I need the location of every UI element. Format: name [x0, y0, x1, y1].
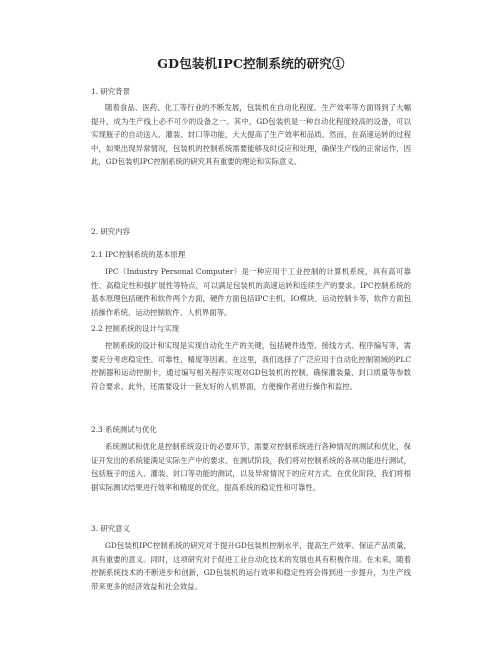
section-heading-content: 2. 研究内容: [91, 227, 130, 236]
section-heading-design: 2.2 控制系统的设计与实现: [91, 324, 180, 333]
section-heading-significance: 3. 研究意义: [91, 524, 130, 533]
paragraph-significance: GD包装机IPC控制系统的研究对于提升GD包装机控制水平，提高生产效率、保证产品质量，具有重要的意义。同时，这项研究对于促进工业自动化技术的发展也具有积极作用。在未来，随着控制系统技术的不断进步和创新，GD包装机的运行效率和稳定性将会得到进一步提升，为生产线带来更多的经济效益和社会效益。: [91, 541, 411, 591]
paragraph-testing: 系统测试和优化是控制系统设计的必要环节，需要对控制系统进行各种情况的测试和优化，保证开发出的系统能满足实际生产中的要求。在测试阶段，我们将对控制系统的各项功能进行测试，包括瓶子的送入、灌装、封口等功能的测试，以及异常情况下的应对方式。在优化阶段，我们将根据实际测试结果进行效率和精度的优化，提高系统的稳定性和可靠性。: [91, 442, 411, 492]
section-heading-testing: 2.3 系统测试与优化: [91, 425, 157, 434]
paragraph-ipc-principle: IPC（Industry Personal Computer）是一种应用于工业控制的计算机系统，具有高可靠性、高稳定性和强扩展性等特点，可以满足包装机的高速运转和连续生产的要求。IPC控制系统的基本原理包括硬件和软件两个方面，硬件方面包括IPC主机、IO模块、运动控制卡等，软件方面包括操作系统、运动控制软件、人机界面等。: [91, 267, 411, 317]
paragraph-background: 随着食品、医药、化工等行业的不断发展，包装机在自动化程度、生产效率等方面得到了大幅提升，成为生产线上必不可少的设备之一。其中，GD包装机是一种自动化程度较高的设备，可以实现瓶子的自动送入、灌装、封口等功能，大大提高了生产效率和品质。然而，在高速运转的过程中，如果出现异常情况，包装机的控制系统需要能够及时反应和处理，确保生产线的正常运作，因此，GD包装机IPC控制系统的研究具有重要的理论和实际意义。: [91, 103, 411, 167]
paragraph-design: 控制系统的设计和实现是实现自动化生产的关键，包括硬件选型、接线方式、程序编写等，需要充分考虑稳定性、可靠性、精度等因素。在这里，我们选择了广泛应用于自动化控制领域的PLC控制器和运动控制卡，通过编写相关程序实现对GD包装机的控制，确保灌装量、封口质量等参数符合要求。此外，还需要设计一套友好的人机界面，方便操作者进行操作和监控。: [91, 341, 411, 391]
section-heading-ipc-principle: 2.1 IPC控制系统的基本原理: [91, 250, 186, 259]
page-title: GD包装机IPC控制系统的研究①: [157, 56, 345, 71]
section-heading-background: 1. 研究背景: [91, 87, 130, 96]
